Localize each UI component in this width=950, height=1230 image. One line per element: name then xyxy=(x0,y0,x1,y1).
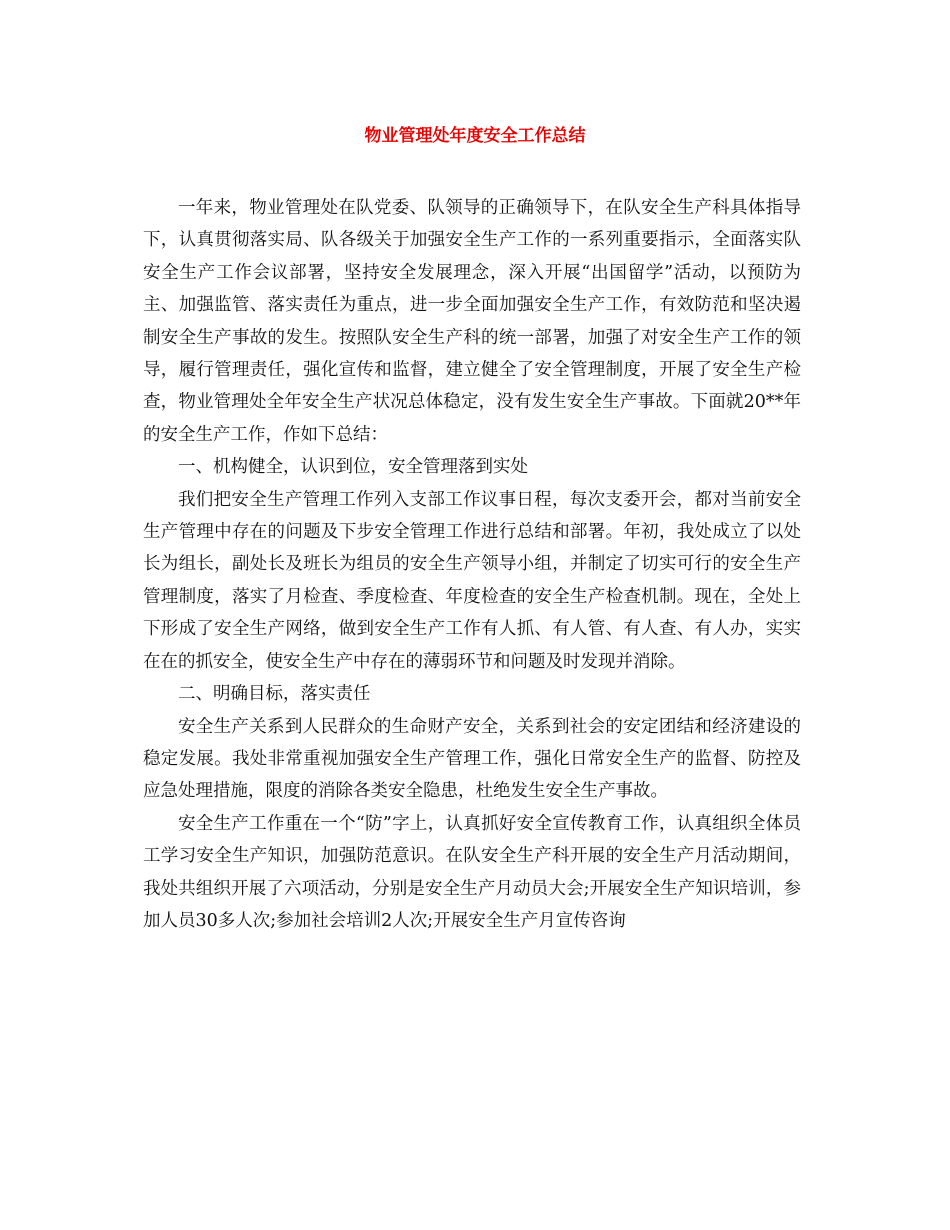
paragraph-section-2a: 安全生产关系到人民群众的生命财产安全，关系到社会的安定团结和经济建设的稳定发展。我处非常重视加强安全生产管理工作，强化日常安全生产的监督、防控及应急处理措施，限度的消除各类安全隐患，杜绝发生安全生产事故。 xyxy=(143,716,801,802)
section-heading-2: 二、明确目标，落实责任 xyxy=(178,684,371,705)
document-body xyxy=(143,192,801,937)
paragraph-intro: 一年来，物业管理处在队党委、队领导的正确领导下，在队安全生产科具体指导下，认真贯彻落实局、队各级关于加强安全生产工作的一系列重要指示，全面落实队安全生产工作会议部署，坚持安全发展理念，深入开展“出国留学”活动，以预防为主、加强监管、落实责任为重点，进一步全面加强安全生产工作，有效防范和坚决遏制安全生产事故的发生。按照队安全生产科的统一部署，加强了对安全生产工作的领导，履行管理责任，强化宣传和监督，建立健全了安全管理制度，开展了安全生产检查，物业管理处全年安全生产状况总体稳定，没有发生安全生产事故。下面就20**年的安全生产工作，作如下总结： xyxy=(143,198,801,445)
section-heading-1: 一、机构健全，认识到位，安全管理落到实处 xyxy=(178,457,528,478)
document-title: 物业管理处年度安全工作总结 xyxy=(364,126,586,146)
paragraph-section-2b: 安全生产工作重在一个“防”字上，认真抓好安全宣传教育工作，认真组织全体员工学习安全生产知识，加强防范意识。在队安全生产科开展的安全生产月活动期间，我处共组织开展了六项活动，分别是安全生产月动员大会;开展安全生产知识培训，参加人员30多人次;参加社会培训2人次;开展安全生产月宣传咨询 xyxy=(143,813,801,931)
paragraph-section-1: 我们把安全生产管理工作列入支部工作议事日程，每次支委开会，都对当前安全生产管理中存在的问题及下步安全管理工作进行总结和部署。年初，我处成立了以处长为组长，副处长及班长为组员的安全生产领导小组，并制定了切实可行的安全生产管理制度，落实了月检查、季度检查、年度检查的安全生产检查机制。现在，全处上下形成了安全生产网络，做到安全生产工作有人抓、有人管、有人查、有人办，实实在在的抓安全，使安全生产中存在的薄弱环节和问题及时发现并消除。 xyxy=(143,489,801,672)
